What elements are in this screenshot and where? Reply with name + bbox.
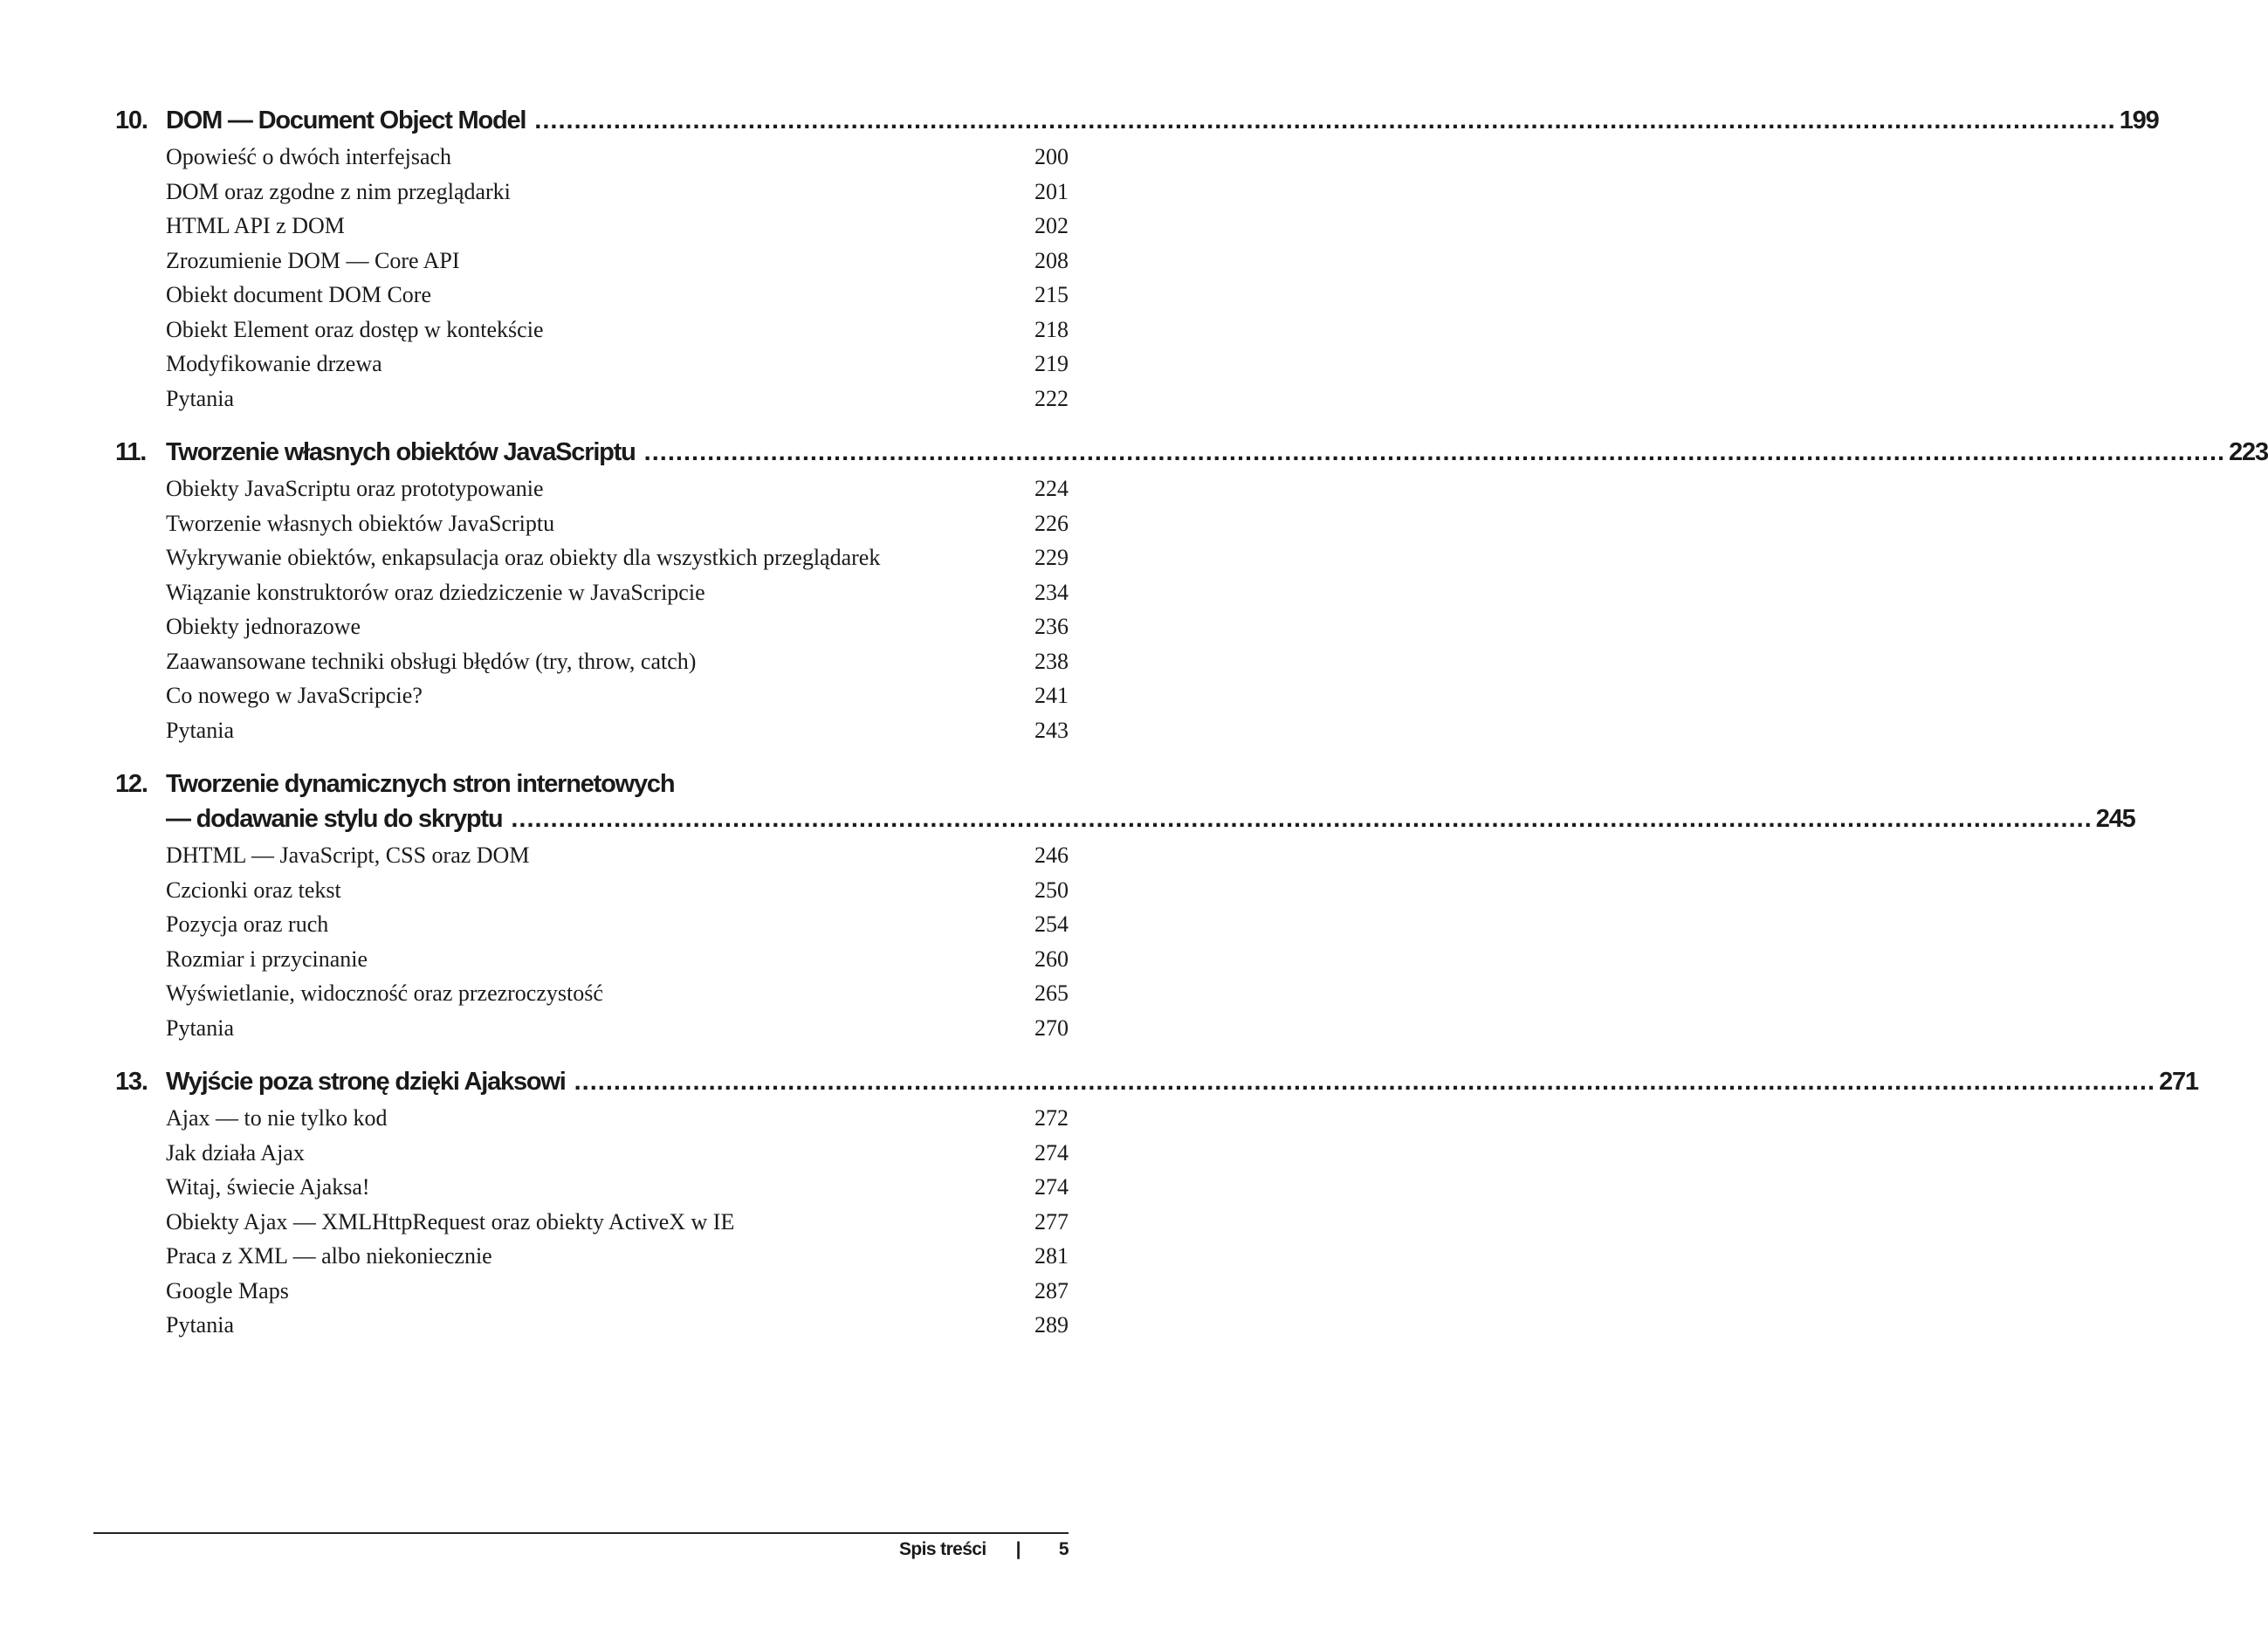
entry-page: 238 [1034, 648, 1069, 674]
entry-page: 224 [1034, 476, 1069, 501]
toc-entry [166, 644, 1069, 679]
chapter-title-line-1: Tworzenie dynamicznych stron internetowych [166, 770, 675, 798]
chapter-title: Wyjście poza stronę dzięki Ajaksowi [166, 1068, 566, 1096]
entry-page: 226 [1034, 510, 1069, 536]
entry-title: DOM oraz zgodne z nim przeglądarki [166, 178, 511, 204]
entry-page: 274 [1034, 1174, 1069, 1200]
toc-entry [166, 838, 1069, 873]
entry-page: 234 [1034, 579, 1069, 605]
section-list [166, 1101, 1069, 1343]
toc-entry [166, 175, 1069, 210]
entry-title: Wyświetlanie, widoczność oraz przezroczystość [166, 980, 603, 1006]
chapter-title: DOM — Document Object Model [166, 107, 526, 134]
toc-entry [166, 678, 1069, 713]
entry-title: Opowieść o dwóch interfejsach [166, 144, 452, 169]
dot-leader: ........................................................................................................................................................................................................ [511, 805, 2093, 833]
entry-title: Wykrywanie obiektów, enkapsulacja oraz obiekty dla wszystkich przeglądarek [166, 545, 881, 570]
entry-page: 287 [1034, 1277, 1069, 1303]
entry-page: 229 [1034, 545, 1069, 570]
toc-entry [166, 1274, 1069, 1309]
entry-page: 236 [1034, 614, 1069, 639]
entry-title: Obiekty JavaScriptu oraz prototypowanie [166, 476, 544, 501]
section-list [166, 471, 1069, 747]
entry-page: 272 [1034, 1105, 1069, 1131]
toc-entry [166, 278, 1069, 313]
chapter-11 [115, 435, 2268, 747]
entry-title: Obiekty jednorazowe [166, 614, 361, 639]
entry-page: 219 [1034, 351, 1069, 376]
entry-title: DHTML — JavaScript, CSS oraz DOM [166, 843, 530, 868]
entry-title: Obiekty Ajax — XMLHttpRequest oraz obiekty ActiveX w IE [166, 1208, 735, 1235]
toc-entry [166, 1011, 1069, 1046]
chapter-heading [115, 1064, 2198, 1099]
entry-title: Modyfikowanie drzewa [166, 351, 382, 376]
entry-page: 202 [1034, 213, 1069, 238]
toc-entry [166, 1205, 1069, 1240]
entry-page: 250 [1034, 877, 1069, 903]
toc-entry [166, 976, 1069, 1011]
entry-page: 265 [1034, 980, 1069, 1006]
chapter-12 [115, 767, 2135, 1045]
toc-entry [166, 382, 1069, 416]
entry-page: 208 [1034, 247, 1069, 273]
toc-entry [166, 1170, 1069, 1205]
entry-page: 277 [1034, 1208, 1069, 1235]
chapter-heading [115, 103, 2159, 138]
entry-title: Praca z XML — albo niekoniecznie [166, 1243, 492, 1269]
entry-page: 270 [1034, 1014, 1069, 1041]
entry-page: 254 [1034, 911, 1069, 937]
chapter-number: 13. [115, 1068, 148, 1096]
entry-title: Pytania [166, 717, 234, 743]
footer-divider [93, 1532, 1069, 1534]
dot-leader: ........................................................................................................................................................................................................ [534, 107, 2116, 134]
toc-entry [166, 575, 1069, 610]
entry-title: Pytania [166, 1312, 234, 1338]
toc-entry [166, 907, 1069, 942]
toc-entry [166, 1136, 1069, 1171]
toc-entry [166, 313, 1069, 347]
chapter-page: 223 [2229, 438, 2268, 466]
chapter-heading [115, 767, 2135, 836]
chapter-page: 245 [2095, 805, 2135, 833]
chapter-13 [115, 1064, 2198, 1343]
entry-page: 222 [1034, 385, 1069, 411]
toc-entry [166, 1239, 1069, 1274]
entry-title: Zaawansowane techniki obsługi błędów (try, throw, catch) [166, 648, 697, 674]
entry-page: 201 [1034, 178, 1069, 204]
entry-title: Jak działa Ajax [166, 1139, 305, 1166]
section-list [166, 140, 1069, 416]
table-of-contents [115, 103, 2268, 1362]
toc-entry [166, 506, 1069, 541]
entry-title: Google Maps [166, 1277, 289, 1303]
entry-title: HTML API z DOM [166, 213, 345, 238]
entry-page: 215 [1034, 282, 1069, 307]
section-list [166, 838, 1069, 1045]
chapter-number: 11. [115, 438, 147, 466]
chapter-page: 199 [2119, 107, 2159, 134]
entry-title: Pozycja oraz ruch [166, 911, 329, 937]
toc-entry [166, 471, 1069, 506]
chapter-number: 10. [115, 107, 148, 134]
entry-page: 218 [1034, 316, 1069, 342]
footer-separator: | [1015, 1539, 1021, 1559]
entry-title: Ajax — to nie tylko kod [166, 1105, 388, 1131]
dot-leader: ........................................................................................................................................................................................................ [643, 438, 2226, 466]
entry-title: Co nowego w JavaScripcie? [166, 683, 423, 708]
toc-entry [166, 873, 1069, 908]
chapter-title-line-2: — dodawanie stylu do skryptu [166, 805, 503, 833]
dot-leader: ........................................................................................................................................................................................................ [574, 1068, 2156, 1096]
chapter-10 [115, 103, 2159, 416]
entry-page: 246 [1034, 843, 1069, 868]
toc-entry [166, 942, 1069, 977]
chapter-page: 271 [2159, 1068, 2198, 1096]
entry-page: 289 [1034, 1312, 1069, 1338]
entry-title: Rozmiar i przycinanie [166, 946, 368, 972]
toc-entry [166, 140, 1069, 175]
toc-entry [166, 609, 1069, 644]
toc-entry [166, 713, 1069, 748]
entry-title: Wiązanie konstruktorów oraz dziedziczenie w JavaScripcie [166, 579, 705, 605]
entry-title: Zrozumienie DOM — Core API [166, 247, 460, 273]
entry-page: 274 [1034, 1139, 1069, 1166]
entry-page: 241 [1034, 683, 1069, 708]
entry-title: Pytania [166, 1014, 234, 1041]
entry-title: Obiekt document DOM Core [166, 282, 432, 307]
entry-page: 281 [1034, 1243, 1069, 1269]
footer-section-title: Spis treści [899, 1539, 986, 1559]
entry-title: Obiekt Element oraz dostęp w kontekście [166, 316, 544, 342]
toc-entry [166, 244, 1069, 279]
entry-title: Pytania [166, 385, 234, 411]
footer-page-number: 5 [1058, 1539, 1069, 1559]
entry-page: 260 [1034, 946, 1069, 972]
toc-entry [166, 347, 1069, 382]
entry-page: 200 [1034, 144, 1069, 169]
chapter-heading [115, 435, 2268, 470]
toc-entry [166, 1101, 1069, 1136]
entry-title: Witaj, świecie Ajaksa! [166, 1174, 370, 1200]
toc-entry [166, 540, 1069, 575]
entry-title: Czcionki oraz tekst [166, 877, 341, 903]
entry-page: 243 [1034, 717, 1069, 743]
page-footer [899, 1537, 1069, 1563]
chapter-number: 12. [115, 770, 148, 798]
chapter-title: Tworzenie własnych obiektów JavaScriptu [166, 438, 636, 466]
toc-entry [166, 1308, 1069, 1343]
entry-title: Tworzenie własnych obiektów JavaScriptu [166, 510, 555, 536]
toc-entry [166, 209, 1069, 244]
